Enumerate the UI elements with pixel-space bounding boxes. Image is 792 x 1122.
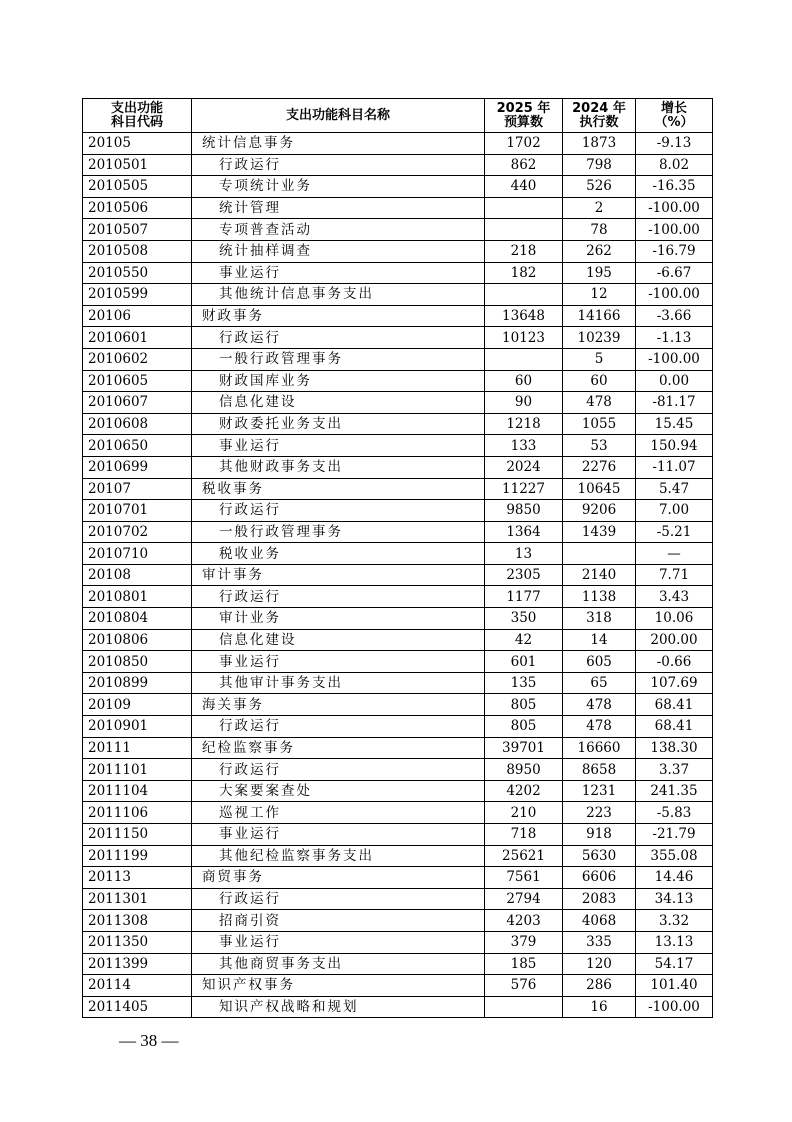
code-cell: 2010899: [83, 672, 192, 694]
growth-cell: 101.40: [636, 975, 713, 997]
code-cell: 2010507: [83, 219, 192, 241]
table-row: [83, 759, 713, 781]
growth-cell: 3.37: [636, 759, 713, 781]
table-row: [83, 651, 713, 673]
table-row: [83, 370, 713, 392]
budget-2025-cell: 42: [485, 629, 563, 651]
name-cell: 行政运行: [192, 716, 485, 738]
growth-cell: —: [636, 543, 713, 565]
name-cell: 海关事务: [192, 694, 485, 716]
budget-2025-cell: 13648: [485, 305, 563, 327]
actual-2024-cell: 478: [563, 716, 636, 738]
table-row: [83, 694, 713, 716]
name-cell: 事业运行: [192, 824, 485, 846]
actual-2024-cell: 318: [563, 608, 636, 630]
table-row: [83, 910, 713, 932]
table-row: [83, 219, 713, 241]
actual-2024-cell: 478: [563, 392, 636, 414]
code-cell: 2011106: [83, 802, 192, 824]
growth-cell: -5.83: [636, 802, 713, 824]
table-row: [83, 456, 713, 478]
name-cell: 统计管理: [192, 197, 485, 219]
actual-2024-cell: 10645: [563, 478, 636, 500]
table-row: [83, 824, 713, 846]
budget-2025-cell: 210: [485, 802, 563, 824]
actual-2024-cell: [563, 543, 636, 565]
actual-2024-cell: 10239: [563, 327, 636, 349]
growth-cell: -100.00: [636, 348, 713, 370]
table-row: [83, 802, 713, 824]
actual-2024-cell: 2140: [563, 564, 636, 586]
actual-2024-cell: 2083: [563, 888, 636, 910]
budget-2025-cell: 1364: [485, 521, 563, 543]
growth-cell: 5.47: [636, 478, 713, 500]
budget-2025-cell: 1702: [485, 133, 563, 155]
table-row: [83, 478, 713, 500]
budget-2025-cell: 1177: [485, 586, 563, 608]
budget-2025-cell: 90: [485, 392, 563, 414]
name-cell: 知识产权事务: [192, 975, 485, 997]
code-cell: 2011104: [83, 780, 192, 802]
code-cell: 2010506: [83, 197, 192, 219]
table-row: [83, 608, 713, 630]
growth-cell: 138.30: [636, 737, 713, 759]
code-cell: 2010850: [83, 651, 192, 673]
actual-2024-cell: 8658: [563, 759, 636, 781]
code-cell: 2010607: [83, 392, 192, 414]
header-actual-2024: 2024 年 执行数: [563, 99, 636, 133]
name-cell: 行政运行: [192, 586, 485, 608]
actual-2024-cell: 605: [563, 651, 636, 673]
code-cell: 2011101: [83, 759, 192, 781]
growth-cell: 68.41: [636, 694, 713, 716]
code-cell: 2011308: [83, 910, 192, 932]
name-cell: 一般行政管理事务: [192, 348, 485, 370]
growth-cell: -16.35: [636, 176, 713, 198]
actual-2024-cell: 1873: [563, 133, 636, 155]
code-cell: 20107: [83, 478, 192, 500]
actual-2024-cell: 286: [563, 975, 636, 997]
code-cell: 2010601: [83, 327, 192, 349]
table-row: [83, 780, 713, 802]
header-budget-2025: 2025 年 预算数: [485, 99, 563, 133]
code-cell: 20106: [83, 305, 192, 327]
growth-cell: 10.06: [636, 608, 713, 630]
table-row: [83, 176, 713, 198]
actual-2024-cell: 798: [563, 154, 636, 176]
name-cell: 财政委托业务支出: [192, 413, 485, 435]
code-cell: 2011405: [83, 996, 192, 1018]
budget-2025-cell: [485, 284, 563, 306]
table-row: [83, 435, 713, 457]
table-row: [83, 197, 713, 219]
table-row: [83, 305, 713, 327]
growth-cell: 3.32: [636, 910, 713, 932]
actual-2024-cell: 195: [563, 262, 636, 284]
budget-2025-cell: 576: [485, 975, 563, 997]
name-cell: 纪检监察事务: [192, 737, 485, 759]
code-cell: 20108: [83, 564, 192, 586]
code-cell: 2010702: [83, 521, 192, 543]
growth-cell: 14.46: [636, 867, 713, 889]
name-cell: 其他统计信息事务支出: [192, 284, 485, 306]
name-cell: 统计抽样调查: [192, 240, 485, 262]
actual-2024-cell: 16660: [563, 737, 636, 759]
table-row: [83, 133, 713, 155]
name-cell: 知识产权战略和规划: [192, 996, 485, 1018]
budget-2025-cell: 135: [485, 672, 563, 694]
name-cell: 招商引资: [192, 910, 485, 932]
table-body: [83, 133, 713, 1018]
code-cell: 2010701: [83, 500, 192, 522]
table-row: [83, 154, 713, 176]
name-cell: 财政事务: [192, 305, 485, 327]
budget-table: [82, 98, 713, 1018]
budget-2025-cell: 25621: [485, 845, 563, 867]
growth-cell: -5.21: [636, 521, 713, 543]
budget-2025-cell: 185: [485, 953, 563, 975]
actual-2024-cell: 65: [563, 672, 636, 694]
budget-2025-cell: 11227: [485, 478, 563, 500]
table-row: [83, 996, 713, 1018]
growth-cell: -9.13: [636, 133, 713, 155]
name-cell: 其他审计事务支出: [192, 672, 485, 694]
budget-2025-cell: 2024: [485, 456, 563, 478]
budget-2025-cell: 601: [485, 651, 563, 673]
code-cell: 20114: [83, 975, 192, 997]
budget-2025-cell: [485, 996, 563, 1018]
name-cell: 行政运行: [192, 154, 485, 176]
growth-cell: -100.00: [636, 996, 713, 1018]
table-row: [83, 845, 713, 867]
growth-cell: -100.00: [636, 284, 713, 306]
code-cell: 2010901: [83, 716, 192, 738]
name-cell: 行政运行: [192, 888, 485, 910]
code-cell: 2011150: [83, 824, 192, 846]
actual-2024-cell: 526: [563, 176, 636, 198]
table-row: [83, 953, 713, 975]
budget-2025-cell: 1218: [485, 413, 563, 435]
header-growth: 增长 （%）: [636, 99, 713, 133]
growth-cell: 8.02: [636, 154, 713, 176]
budget-2025-cell: [485, 197, 563, 219]
growth-cell: 200.00: [636, 629, 713, 651]
name-cell: 信息化建设: [192, 392, 485, 414]
growth-cell: -16.79: [636, 240, 713, 262]
code-cell: 20111: [83, 737, 192, 759]
table-row: [83, 262, 713, 284]
table-row: [83, 716, 713, 738]
table-row: [83, 240, 713, 262]
code-cell: 2010801: [83, 586, 192, 608]
name-cell: 一般行政管理事务: [192, 521, 485, 543]
table-row: [83, 975, 713, 997]
budget-2025-cell: 805: [485, 694, 563, 716]
actual-2024-cell: 53: [563, 435, 636, 457]
code-cell: 2010608: [83, 413, 192, 435]
actual-2024-cell: 335: [563, 931, 636, 953]
code-cell: 2010650: [83, 435, 192, 457]
actual-2024-cell: 2: [563, 197, 636, 219]
name-cell: 其他财政事务支出: [192, 456, 485, 478]
table-row: [83, 500, 713, 522]
table-row: [83, 586, 713, 608]
growth-cell: 54.17: [636, 953, 713, 975]
name-cell: 事业运行: [192, 651, 485, 673]
actual-2024-cell: 9206: [563, 500, 636, 522]
table-row: [83, 413, 713, 435]
code-cell: 2010550: [83, 262, 192, 284]
header-name: 支出功能科目名称: [192, 99, 485, 133]
budget-2025-cell: 2305: [485, 564, 563, 586]
name-cell: 税收事务: [192, 478, 485, 500]
growth-cell: -6.67: [636, 262, 713, 284]
code-cell: 2011350: [83, 931, 192, 953]
code-cell: 20109: [83, 694, 192, 716]
growth-cell: 107.69: [636, 672, 713, 694]
actual-2024-cell: 478: [563, 694, 636, 716]
code-cell: 2010806: [83, 629, 192, 651]
growth-cell: 68.41: [636, 716, 713, 738]
growth-cell: 7.71: [636, 564, 713, 586]
budget-2025-cell: 4202: [485, 780, 563, 802]
budget-2025-cell: 10123: [485, 327, 563, 349]
growth-cell: 13.13: [636, 931, 713, 953]
code-cell: 2010508: [83, 240, 192, 262]
actual-2024-cell: 1055: [563, 413, 636, 435]
code-cell: 2011199: [83, 845, 192, 867]
budget-2025-cell: 133: [485, 435, 563, 457]
table-row: [83, 931, 713, 953]
code-cell: 20113: [83, 867, 192, 889]
name-cell: 专项普查活动: [192, 219, 485, 241]
budget-2025-cell: 9850: [485, 500, 563, 522]
budget-2025-cell: 2794: [485, 888, 563, 910]
name-cell: 其他商贸事务支出: [192, 953, 485, 975]
budget-2025-cell: 218: [485, 240, 563, 262]
budget-2025-cell: 350: [485, 608, 563, 630]
actual-2024-cell: 60: [563, 370, 636, 392]
page-number: — 38 —: [119, 1031, 179, 1050]
code-cell: 2010605: [83, 370, 192, 392]
name-cell: 大案要案查处: [192, 780, 485, 802]
growth-cell: -21.79: [636, 824, 713, 846]
budget-2025-cell: [485, 348, 563, 370]
actual-2024-cell: 120: [563, 953, 636, 975]
growth-cell: -11.07: [636, 456, 713, 478]
code-cell: 20105: [83, 133, 192, 155]
budget-2025-cell: 13: [485, 543, 563, 565]
name-cell: 巡视工作: [192, 802, 485, 824]
header-code: 支出功能 科目代码: [83, 99, 192, 133]
name-cell: 商贸事务: [192, 867, 485, 889]
name-cell: 专项统计业务: [192, 176, 485, 198]
table-row: [83, 737, 713, 759]
growth-cell: 3.43: [636, 586, 713, 608]
actual-2024-cell: 4068: [563, 910, 636, 932]
actual-2024-cell: 2276: [563, 456, 636, 478]
code-cell: 2010710: [83, 543, 192, 565]
actual-2024-cell: 78: [563, 219, 636, 241]
table-row: [83, 888, 713, 910]
growth-cell: 7.00: [636, 500, 713, 522]
budget-2025-cell: 7561: [485, 867, 563, 889]
code-cell: 2010804: [83, 608, 192, 630]
name-cell: 信息化建设: [192, 629, 485, 651]
growth-cell: 0.00: [636, 370, 713, 392]
actual-2024-cell: 5630: [563, 845, 636, 867]
table-row: [83, 327, 713, 349]
name-cell: 税收业务: [192, 543, 485, 565]
budget-2025-cell: 60: [485, 370, 563, 392]
table-header-row: [83, 99, 713, 133]
actual-2024-cell: 6606: [563, 867, 636, 889]
table-row: [83, 521, 713, 543]
name-cell: 审计业务: [192, 608, 485, 630]
growth-cell: -1.13: [636, 327, 713, 349]
growth-cell: -100.00: [636, 197, 713, 219]
code-cell: 2010599: [83, 284, 192, 306]
actual-2024-cell: 918: [563, 824, 636, 846]
growth-cell: 355.08: [636, 845, 713, 867]
actual-2024-cell: 1138: [563, 586, 636, 608]
code-cell: 2010505: [83, 176, 192, 198]
name-cell: 其他纪检监察事务支出: [192, 845, 485, 867]
budget-2025-cell: 8950: [485, 759, 563, 781]
actual-2024-cell: 16: [563, 996, 636, 1018]
table-row: [83, 284, 713, 306]
budget-2025-cell: 862: [485, 154, 563, 176]
actual-2024-cell: 5: [563, 348, 636, 370]
actual-2024-cell: 1231: [563, 780, 636, 802]
table-row: [83, 629, 713, 651]
growth-cell: 34.13: [636, 888, 713, 910]
growth-cell: -0.66: [636, 651, 713, 673]
table-row: [83, 867, 713, 889]
budget-2025-cell: 379: [485, 931, 563, 953]
actual-2024-cell: 1439: [563, 521, 636, 543]
code-cell: 2011399: [83, 953, 192, 975]
growth-cell: 150.94: [636, 435, 713, 457]
growth-cell: 15.45: [636, 413, 713, 435]
name-cell: 财政国库业务: [192, 370, 485, 392]
name-cell: 事业运行: [192, 435, 485, 457]
code-cell: 2010602: [83, 348, 192, 370]
table-row: [83, 564, 713, 586]
code-cell: 2010699: [83, 456, 192, 478]
actual-2024-cell: 223: [563, 802, 636, 824]
actual-2024-cell: 262: [563, 240, 636, 262]
name-cell: 行政运行: [192, 759, 485, 781]
code-cell: 2010501: [83, 154, 192, 176]
budget-2025-cell: 440: [485, 176, 563, 198]
growth-cell: -3.66: [636, 305, 713, 327]
table-row: [83, 348, 713, 370]
growth-cell: -81.17: [636, 392, 713, 414]
budget-2025-cell: [485, 219, 563, 241]
budget-2025-cell: 182: [485, 262, 563, 284]
growth-cell: -100.00: [636, 219, 713, 241]
name-cell: 行政运行: [192, 327, 485, 349]
actual-2024-cell: 14: [563, 629, 636, 651]
actual-2024-cell: 12: [563, 284, 636, 306]
budget-2025-cell: 4203: [485, 910, 563, 932]
name-cell: 行政运行: [192, 500, 485, 522]
budget-2025-cell: 718: [485, 824, 563, 846]
budget-2025-cell: 39701: [485, 737, 563, 759]
name-cell: 事业运行: [192, 262, 485, 284]
code-cell: 2011301: [83, 888, 192, 910]
table-row: [83, 672, 713, 694]
name-cell: 事业运行: [192, 931, 485, 953]
name-cell: 审计事务: [192, 564, 485, 586]
actual-2024-cell: 14166: [563, 305, 636, 327]
budget-2025-cell: 805: [485, 716, 563, 738]
table-row: [83, 392, 713, 414]
growth-cell: 241.35: [636, 780, 713, 802]
table-row: [83, 543, 713, 565]
name-cell: 统计信息事务: [192, 133, 485, 155]
